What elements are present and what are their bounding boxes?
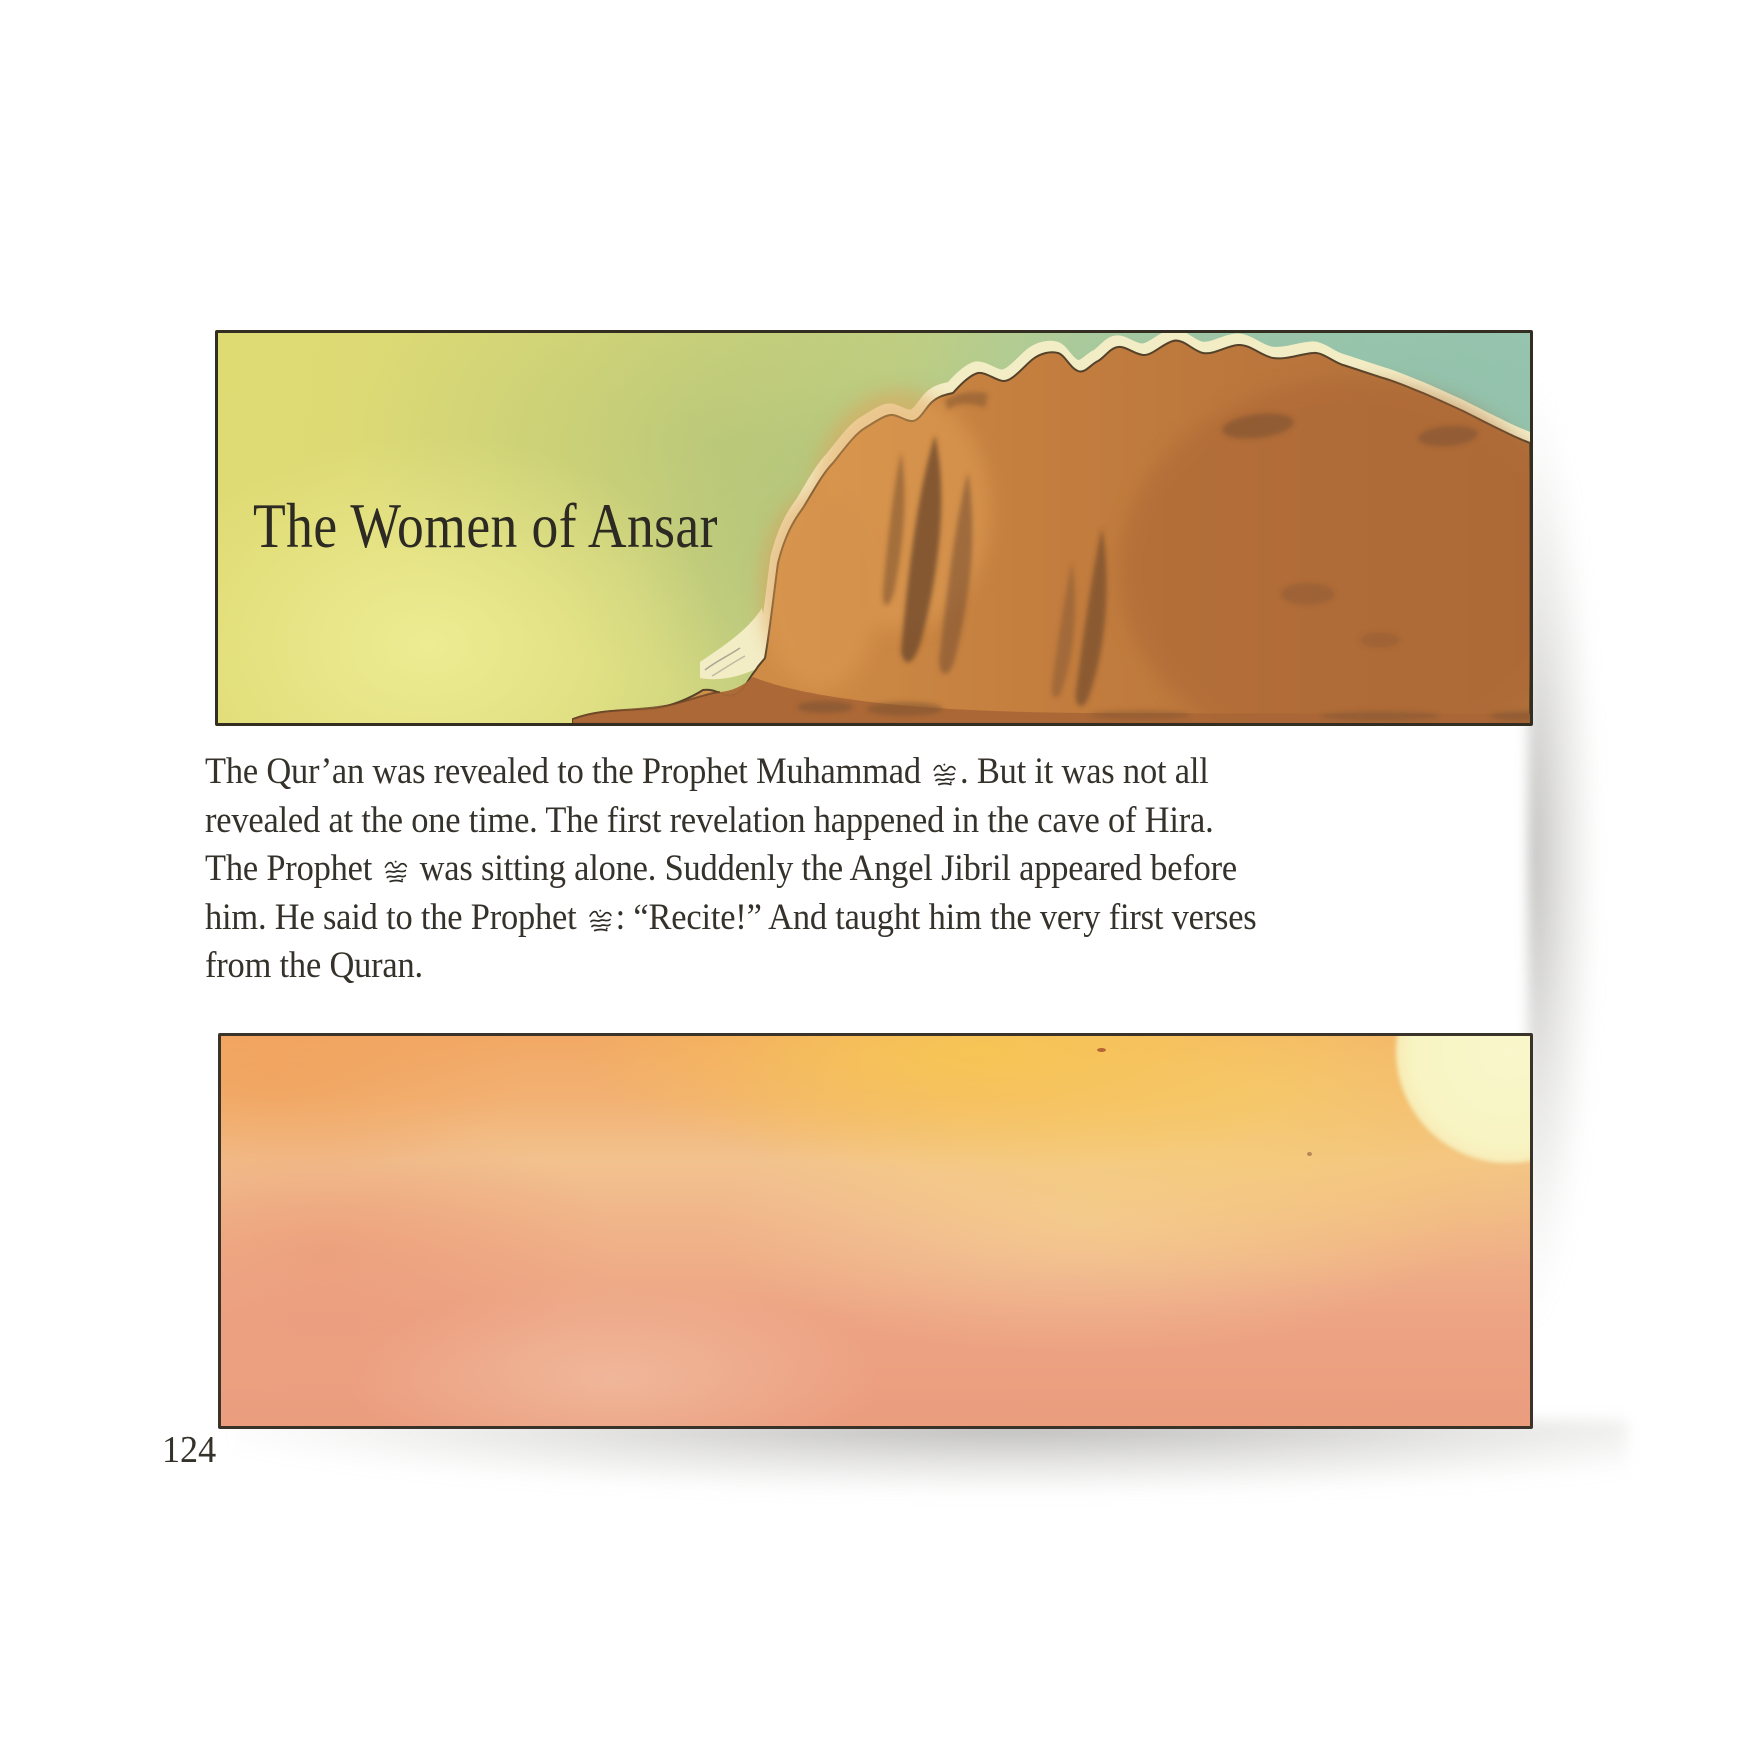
chapter-title: The Women of Ansar (253, 491, 718, 561)
body-text-line: revealed at the one time. The first revelation happened in the cave of Hira. (205, 799, 1214, 841)
body-text-line: from the Quran. (205, 945, 423, 986)
sun-icon (1396, 1033, 1533, 1163)
page-shadow-bottom (235, 1420, 1627, 1520)
pbuh-calligraphy-icon (932, 762, 957, 787)
body-text-line: The Qur’an was revealed to the Prophet Muhammad . But it was not all (205, 751, 1209, 792)
header-illustration-hira-rock (215, 330, 1533, 726)
paint-speck (1097, 1048, 1106, 1052)
pbuh-calligraphy-icon (383, 859, 408, 884)
paint-speck (1307, 1152, 1312, 1156)
body-text (205, 748, 1336, 991)
body-text-line: The Prophet was sitting alone. Suddenly the Angel Jibril appeared before (205, 848, 1237, 889)
body-text-line: him. He said to the Prophet : “Recite!” And taught him the very first verses (205, 896, 1257, 938)
page-shadow-right (1528, 335, 1624, 1463)
page-number: 124 (162, 1429, 217, 1471)
footer-illustration-sunset-sky (218, 1033, 1533, 1429)
pbuh-calligraphy-icon (588, 908, 613, 933)
